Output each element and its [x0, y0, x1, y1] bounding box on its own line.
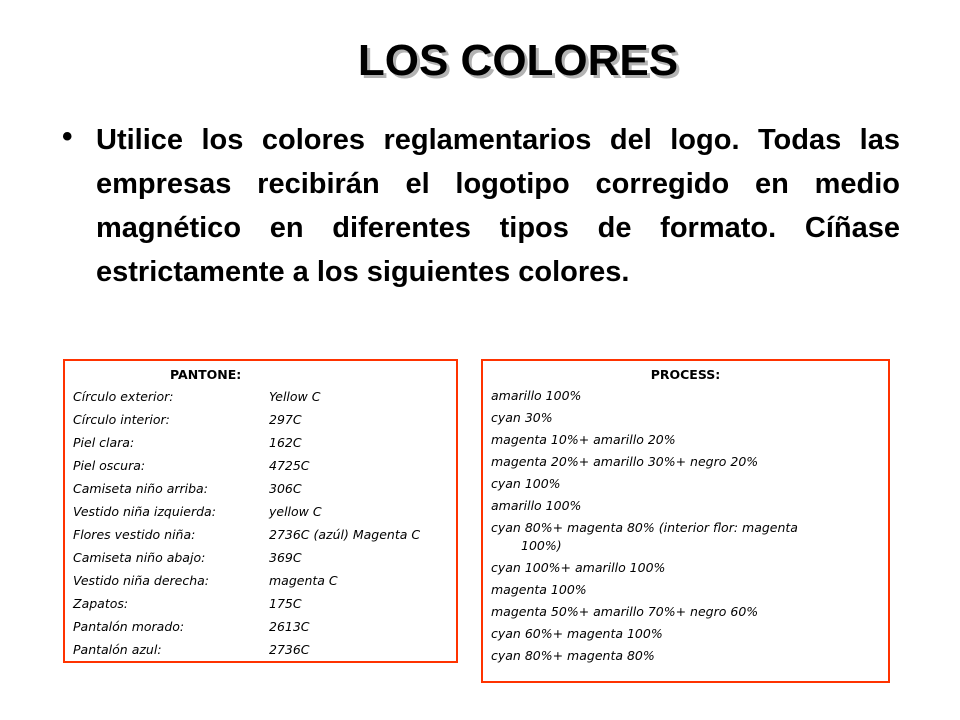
pantone-label: Vestido niña izquierda: [73, 504, 216, 519]
process-row: amarillo 100% [491, 388, 582, 403]
pantone-row [73, 615, 448, 638]
process-row: cyan 100% [491, 476, 561, 491]
pantone-value: 175C [269, 596, 302, 611]
pantone-label: Pantalón morado: [73, 619, 185, 634]
process-row: magenta 20%+ amarillo 30%+ negro 20% [491, 454, 759, 469]
process-row: cyan 80%+ magenta 80% [491, 648, 655, 663]
pantone-value: yellow C [269, 504, 322, 519]
pantone-row [73, 477, 448, 500]
pantone-label: Piel oscura: [73, 458, 146, 473]
process-wrapped-line: cyan 80%+ magenta 80% (interior flor: magenta [491, 520, 798, 535]
pantone-label: Círculo interior: [73, 412, 170, 427]
process-row: cyan 30% [491, 410, 553, 425]
pantone-header: PANTONE: [170, 367, 242, 382]
bullet-paragraph [62, 118, 900, 294]
pantone-label: Piel clara: [73, 435, 135, 450]
process-row: magenta 50%+ amarillo 70%+ negro 60% [491, 604, 759, 619]
pantone-value: 2613C [269, 619, 310, 634]
pantone-label: Flores vestido niña: [73, 527, 196, 542]
pantone-row [73, 638, 448, 661]
pantone-row [73, 500, 448, 523]
pantone-row [73, 408, 448, 431]
pantone-row [73, 523, 448, 546]
process-row: cyan 60%+ magenta 100% [491, 626, 663, 641]
pantone-row [73, 431, 448, 454]
pantone-label: Vestido niña derecha: [73, 573, 210, 588]
process-row: magenta 10%+ amarillo 20% [491, 432, 676, 447]
page-title: LOS COLORES [357, 36, 679, 85]
pantone-row [73, 385, 448, 408]
process-row: magenta 100% [491, 582, 587, 597]
bullet-text: Utilice los colores reglamentarios del logo. Todas las empresas recibirán el logotipo corregido en medio magnético en diferentes tipos de formato. Cíñase estrictamente a los siguientes colores. [96, 124, 900, 288]
pantone-value: 369C [269, 550, 302, 565]
process-row-wrapped [491, 517, 880, 557]
pantone-label: Pantalón azul: [73, 642, 162, 657]
process-row: cyan 100%+ amarillo 100% [491, 560, 666, 575]
pantone-value: 2736C (azúl) Magenta C [269, 527, 421, 542]
pantone-label: Camiseta niño arriba: [73, 481, 208, 496]
pantone-label: Zapatos: [73, 596, 129, 611]
pantone-label: Camiseta niño abajo: [73, 550, 206, 565]
process-header: PROCESS: [650, 367, 721, 382]
pantone-value: 2736C [269, 642, 310, 657]
pantone-value: Yellow C [269, 389, 321, 404]
pantone-value: 162C [269, 435, 302, 450]
pantone-row [73, 546, 448, 569]
bullet-marker: • [62, 120, 73, 153]
pantone-row [73, 592, 448, 615]
pantone-value: 297C [269, 412, 302, 427]
process-row: amarillo 100% [491, 498, 582, 513]
pantone-value: 306C [269, 481, 302, 496]
pantone-value: 4725C [269, 458, 310, 473]
pantone-label: Círculo exterior: [73, 389, 174, 404]
pantone-row [73, 569, 448, 592]
process-box [481, 359, 890, 683]
pantone-box [63, 359, 458, 663]
pantone-value: magenta C [269, 573, 338, 588]
pantone-row [73, 454, 448, 477]
process-wrapped-line: 100%) [521, 538, 562, 553]
